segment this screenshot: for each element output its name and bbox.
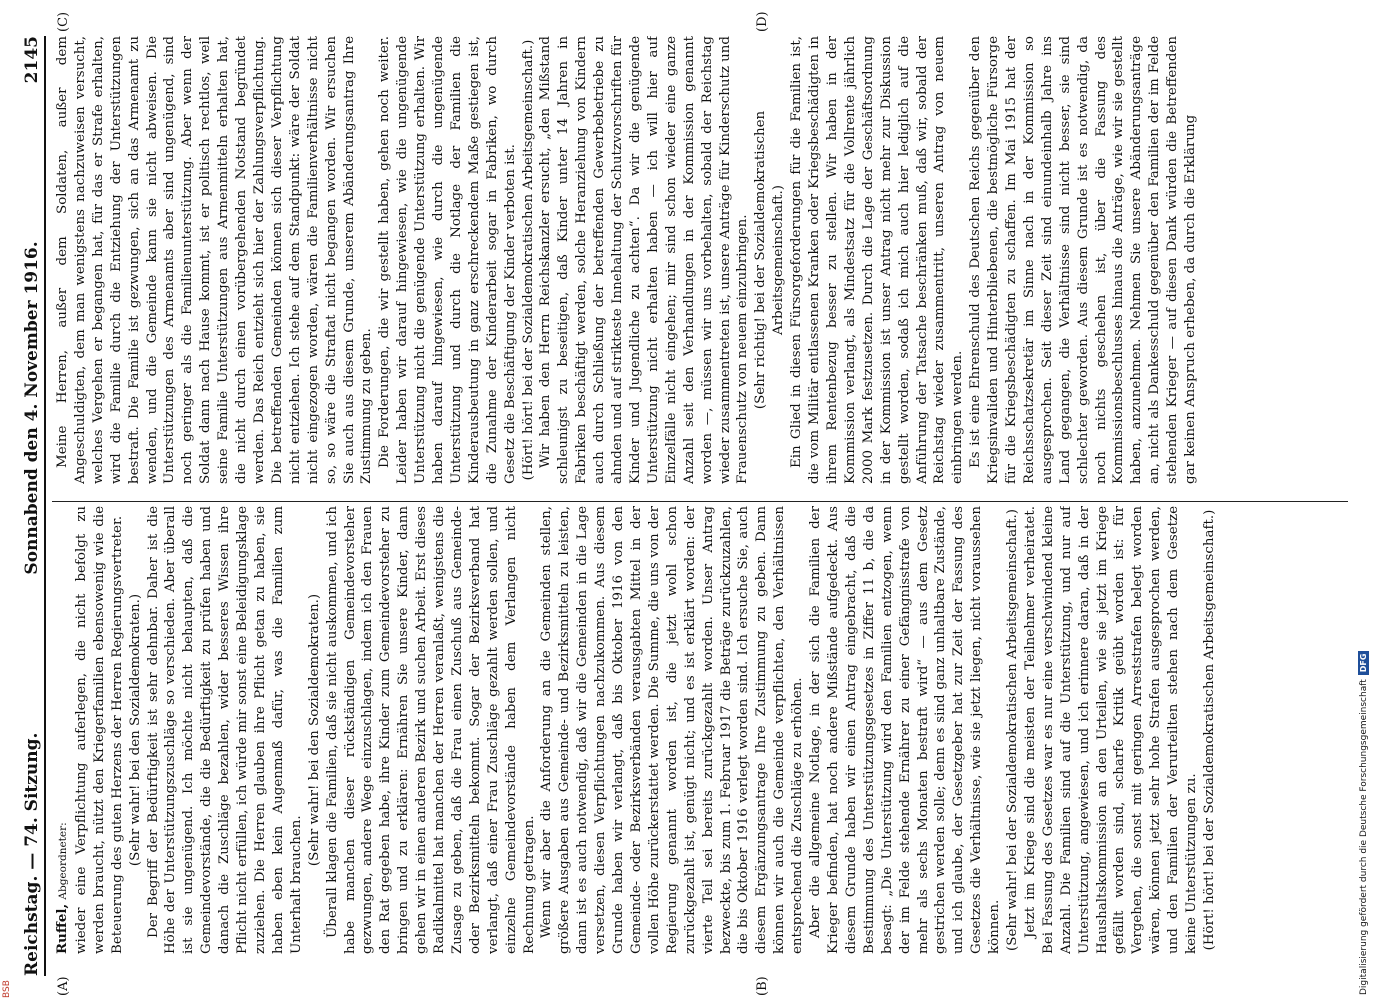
paragraph: Wir haben den Herrn Reichskanzler ersucht, „den Mißstand schleunigst zu beseitigen, daß Kinder unter 14 Jahren in Fabriken beschäftigt werden, solche Heranziehung von Kindern auch durch Schließung der betreffenden Gewerbebetriebe zu ahnden und auf strikteste Innehaltung der Schutzvorschriften für Kinder und Jugendliche zu achten“. Da wir die genügende Unterstützung nicht erhalten haben — ich will hier auf Einzelfälle nicht eingehen; mir sind schon wieder eine ganze Anzahl seit den Verhandlungen in der Kommission genannt worden —, müssen wir uns vorbehalten, sobald der Reichstag wieder zusammentreten ist, unsere Anträge für Kinderschutz und Frauenschutz von neuem einzubringen. <box>538 36 751 484</box>
paragraph: Jetzt im Kriege sind die meisten der Teilnehmer verheiratet. Bei Fassung des Gesetzes war es nur eine verschwindend kleine Anzahl. Die Familien sind auf die Unterstützung, und nur auf Unterstützung, angewiesen, und ich erinnere daran, daß in der Haushaltskommission an den Urteilen, wie sie jetzt im Kriege gefällt worden sind, scharfe Kritik geübt worden ist: für Vergehen, die sonst mit geringen Arreststrafen belegt worden wären, können jetzt sehr hohe Strafen ausgesprochen werden, und den Familien der Verurteilten stehen nach dem Gesetze keine Unterstützungen zu. <box>1022 506 1200 954</box>
interjection: (Sehr wahr! bei der Sozialdemokratischen Arbeitsgemeinschaft.) <box>1005 509 1021 951</box>
paragraph: Überall klagen die Familien, daß sie nicht auskommen, und ich habe manchen dieser rückständigen Gemeindevorsteher gezwungen, andere Wege einzuschlagen, indem ich den Frauen den Rat gegeben habe, ihre Kinder zum Gemeindevorsteher zu bringen und zu erklären: Ernähren Sie unsere Kinder, dann gehen wir in einen anderen Bezirk und suchen Arbeit. Erst dieses Radikalmittel hat manchen der Herren veranlaßt, wenigstens die Zusage zu geben, daß die Frau einen Zuschuß aus Gemeinde- oder Bezirksmitteln bekommt. Sogar der Bezirksverband hat verlangt, daß einer Frau Zuschläge gezahlt werden sollen, und einzelne Gemeindevorstände haben dem Verlangen nicht Rechnung getragen. <box>324 506 537 954</box>
page-header <box>16 36 42 976</box>
interjection: (Sehr wahr! bei den Sozialdemokraten.) <box>306 593 322 867</box>
speaker-role: Abgeordneter: <box>57 822 69 900</box>
paragraph: wieder eine Verpflichtung auferlegen, die nicht befolgt zu werden braucht, nützt den Kriegerfamilien ebensowenig wie die Beteuerung des guten Herzens der Herren Regierungsvertreter. <box>73 506 125 954</box>
left-column <box>54 506 1344 954</box>
column-divider <box>52 501 1348 502</box>
interjection: (Hört! hört! bei der Sozialdemokratischen Arbeitsgemeinschaft.) <box>520 39 536 481</box>
dfg-logo: DFG <box>1358 651 1369 676</box>
header-page-number: 2145 <box>22 36 42 84</box>
header-date: Sonnabend den 4. November 1916. <box>22 241 42 575</box>
interjection: (Hört! hört! bei der Sozialdemokratischen Arbeitsgemeinschaft.) <box>1202 509 1217 951</box>
library-mark: BSB <box>2 980 12 998</box>
interjection: (Sehr wahr! bei den Sozialdemokraten.) <box>127 593 143 867</box>
paragraph: Aber die allgemeine Notlage, in der sich die Familien der Krieger befinden, hat noch andere Mißstände aufgedeckt. Aus diesem Grunde haben wir einen Antrag eingebracht, daß die Bestimmung des Unterstützungsgesetzes in Ziffer 11 b, die da besagt: „Die Unterstützung wird den Familien entzogen, wenn der im Felde stehende Ernährer zu einer Gefängnisstrafe von mehr als sechs Monaten bestraft wird“ — aus dem Gesetz gestrichen werden solle; denn es sind ganz unhaltbare Zustände, und ich glaube, der Gesetzgeber hat zur Zeit der Fassung des Gesetzes die Verhältnisse, wie sie jetzt liegen, nicht voraussehen können. <box>808 506 1003 954</box>
header-rule <box>44 36 46 976</box>
paragraph: Ein Glied in diesen Fürsorgeforderungen für die Familien ist, die vom Militär entlassenen Kranken oder Kriegsbeschädigten in ihrem Rentenbezug besser zu stellen. Wir haben in der Kommission verlangt, als Mindestsatz für die Vollrente jährlich 2000 Mark festzusetzen. Durch die Lage der Geschäftsordnung in der Kommission ist unser Antrag nicht mehr zur Diskussion gestellt worden, sodaß ich mich auch hier lediglich auf die Anführung der Tatsache beschränken muß, daß wir, sobald der Reichstag wieder zusammentritt, unseren Antrag von neuem einbringen werden. <box>789 36 966 484</box>
paragraph: Die Forderungen, die wir gestellt haben, gehen noch weiter. Leider haben wir darauf hingewiesen, wie die ungenügende Unterstützung nicht die genügende Unterstützung erhalten. Wir haben darauf hingewiesen, wie durch die ungenügende Unterstützung und durch die Notlage der Familien die Kinderausbeutung in ganz erschreckendem Maße gestiegen ist, die Zunahme der Kinderarbeit sogar in Fabriken, wo durch Gesetz die Beschäftigung der Kinder verboten ist. <box>377 36 518 484</box>
speaker-name: Ruffel, <box>54 903 70 954</box>
digitization-credit <box>1358 651 1369 995</box>
paragraph: Wenn wir aber die Anforderung an die Gemeinden stellen, größere Ausgaben aus Gemeinde- und Bezirksmitteln zu leisten, dann ist es auch notwendig, daß wir die Gemeinden in die Lage versetzen, diesen Verpflichtungen nachzukommen. Aus diesem Grunde haben wir verlangt, daß bis Oktober 1916 von den Gemeinde- oder Bezirksverbänden verausgabten Mittel in der vollen Höhe zurückerstattet werden. Die Summe, die uns von der Regierung genannt worden ist, die jetzt wohl schon zurückgezahlt ist, genügt nicht; und es ist erklärt worden: der vierte Teil sei bereits zurückgezahlt worden. Unser Antrag bezweckte, bis zum 1. Februar 1917 die Beträge zurückzuzahlen, die bis Oktober 1916 verlegt worden sind. Ich ersuche Sie, auch diesem Ergänzungsantrage Ihre Zustimmung zu geben. Dann können wir auch die Gemeinde verpflichten, den Verhältnissen entsprechend die Zuschläge zu erhöhen. <box>539 506 806 954</box>
header-session-title: Reichstag. — 74. Sitzung. <box>22 732 42 976</box>
margin-letter-c: (C) <box>56 11 71 32</box>
speaker-line <box>54 506 73 954</box>
margin-letter-a: (A) <box>56 976 71 996</box>
paragraph: Meine Herren, außer dem Soldaten, außer dem Angeschuldigten, dem man wenigstens nachzuweisen versucht, welches Vergehen er begangen hat, für das er Strafe erhalten, wird die Familie durch die Entziehung der Unterstützungen bestraft. Die Familie ist gezwungen, sich an das Armenamt zu wenden, und die Gemeinde kann sie nicht abweisen. Die Unterstützungen des Armenamts aber sind ungenügend, sind noch geringer als die Familienunterstützung. Aber wenn der Soldat dann nach Hause kommt, ist er politisch rechtlos, weil seine Familie Unterstützungen aus Armenmitteln erhalten hat, die nicht durch einen vorübergehenden Notstand begründet werden. Das Reich entzieht sich hier der Zahlungsverpflichtung. Die betreffenden Gemeinden können sich dieser Verpflichtung nicht entziehen. Ich stehe auf dem Standpunkt: wäre der Soldat nicht eingezogen worden, wären die Familienverhältnisse nicht so, so wäre die Straftat nicht begangen worden. Wir ersuchen Sie auch aus diesem Grunde, unserem Abänderungsantrag Ihre Zustimmung zu geben. <box>55 36 375 484</box>
paragraph: Der Begriff der Bedürftigkeit ist sehr dehnbar. Daher ist die Höhe der Unterstützungszuschläge so verschieden. Aber überall ist sie ungenügend. Ich möchte nicht behaupten, daß die Gemeindevorstände, die die Bedürftigkeit zu prüfen haben und danach die Zuschläge bezahlen, wider besseres Wissen ihre Pflicht nicht erfüllen, ich würde mir sonst eine Beleidigungsklage zuziehen. Die Herren glauben ihre Pflicht getan zu haben, sie haben eben kein Augenmaß dafür, was die Familien zum Unterhalt brauchen. <box>145 506 304 954</box>
paragraph: Es ist eine Ehrenschuld des Deutschen Reichs gegenüber den Kriegsinvaliden und Hinterbliebenen, die bestmögliche Fürsorge für die Kriegsbeschädigten zu schaffen. Im Mai 1915 hat der Reichsschatzsekretär im Sinne nach in der Kommission so ausgesprochen. Seit dieser Zeit sind einundeinhalb Jahre ins Land gegangen, die Verhältnisse sind nicht besser, sie sind schlechter geworden. Aus diesem Grunde ist es notwendig, da noch nichts geschehen ist, über die Fassung des Kommissionsbeschlusses hinaus die Anträge, wie wir sie gestellt haben, anzunehmen. Nehmen Sie unsere Abänderungsanträge an, nicht als Dankesschuld gegenüber den Familien der im Felde stehenden Krieger — auf diesen Dank würden die Betreffenden gar keinen Anspruch erheben, da durch die Erklärung <box>968 36 1199 484</box>
digitization-credit-text: Digitalisierung gefördert durch die Deutsche Forschungsgemeinschaft <box>1358 679 1369 995</box>
interjection: (Sehr richtig! bei der Sozialdemokratischen Arbeitsgemeinschaft.) <box>753 110 787 410</box>
margin-letter-d: (D) <box>755 11 770 32</box>
margin-letter-b: (B) <box>755 976 770 996</box>
right-column <box>54 36 1344 484</box>
